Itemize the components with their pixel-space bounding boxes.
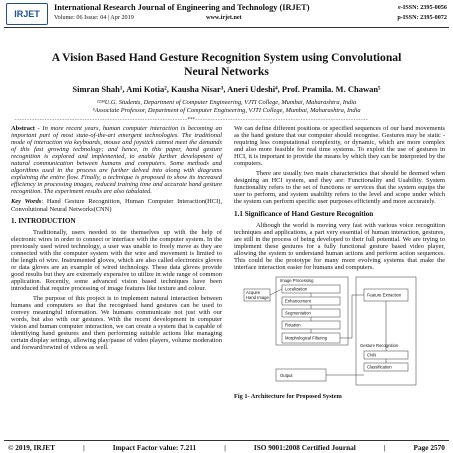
right-paragraph-2: There are usually two main characteristics that should be deemed when designing an HCI system, and they are: Functionality and Usability. System functionality refers to the set of functions or services that the system equips the user to perform, and system usability refers to the level and scope under which the system can perform specific user purposes efficiently and more accurately. (234, 170, 445, 206)
journal-url: www.irjet.net (206, 14, 242, 21)
cnn-label: CNN (367, 352, 377, 358)
e-issn: e-ISSN: 2395-0056 (398, 4, 447, 11)
architecture-diagram (240, 275, 430, 387)
classification-label: Classification (367, 364, 392, 370)
right-column (234, 125, 445, 403)
keywords-text: : Hand Gesture Recognition, Human Computer Interaction(HCI), Convolutional Neural Networks(CNN) (11, 198, 222, 213)
left-column (11, 125, 222, 354)
keywords-label: Key Words (11, 198, 42, 206)
footer-rule (4, 440, 449, 441)
paper-title-line-2: Neural Networks (184, 65, 269, 78)
journal-name: International Research Journal of Engineering and Technology (IRJET) (54, 3, 310, 12)
footer-separator: | (383, 443, 386, 452)
gesture-recognition-label: Gesture Recognition (360, 342, 399, 348)
image-processing-label: Image Processing (280, 277, 314, 283)
significance-paragraph: Although the world is moving very fast with various voice recognition techniques and applications, a part very essential of human interaction, gestures, are still in the process of being developed to their full potential. We are trying to implement these gestures for a fully functional gesture based video player, allowing the system to understand human actions and perform action sequences. This could be the prototype for many more evolving systems that make the interface interaction easier for humans and computers. (234, 221, 445, 271)
introduction-paragraph-1: Traditionally, users needed to tie themselves up with the help of electronic wires in order to connect or interface with the computer system. In the previously used wired technology, a user was unable to freely move as they are connected with the computer system with the wire and movement is limited to the length of wire. Instrumented gloves, which are also called electronics gloves or data gloves are an example of wired technology. These data gloves provide good results but they are extremely expensive to utilize in wide range of common application. Recently, some advanced vision based techniques have been introduced that require processing of image features like texture and colour. (11, 228, 222, 292)
enhancement-label: Enhancement (285, 298, 311, 304)
journal-volume: Volume: 06 Issue: 04 | Apr 2019 (54, 14, 134, 21)
journal-header (4, 2, 449, 26)
footer-copyright: © 2019, IRJET (8, 443, 56, 452)
footer-iso: ISO 9001:2008 Certified Journal (253, 443, 356, 452)
p-issn: p-ISSN: 2395-0072 (397, 14, 447, 21)
affiliation-professor: ⁵Associate Professor, Department of Computer Engineering, VJTI College, Mumbai, Maharashtra, India (92, 107, 361, 114)
right-paragraph-1: We can define different positions or specified sequences of our hand movements as the hand gesture that our computer should recognise. Gestures may be static - requiring less computational complexity, or dynamic, which are more complex and also more feasible for real time systems. To exploit the use of gestures in HCI, it is important to provide the means by which they can be interpreted by the computers. (234, 125, 445, 168)
footer-separator: | (83, 443, 85, 452)
morphological-label: Morphological Filtering (285, 335, 328, 341)
segmentation-label: Segmentation (285, 310, 311, 316)
rotation-label: Rotation (285, 322, 301, 328)
introduction-heading: 1. INTRODUCTION (11, 216, 76, 225)
footer-impact-factor: Impact Factor value: 7.211 (112, 443, 197, 452)
header-rule (4, 27, 449, 28)
footer-page-number: Page 2570 (413, 443, 445, 452)
irjet-logo: IRJET (6, 3, 48, 25)
acquire-label-line-2: Hand Image (246, 294, 269, 300)
feature-extraction-label: Feature Extraction (367, 292, 402, 298)
figure-caption: Fig 1- Architecture for Proposed System (234, 392, 342, 400)
keywords (11, 198, 222, 212)
footer-separator: | (224, 443, 226, 452)
acquire-label-line-1: Acquire (246, 289, 261, 295)
journal-footer (8, 443, 445, 452)
abstract-text: - In more recent years, human computer interaction is becoming an important part of most state-of-the-art emergent technologies. The traditional mode of interaction via keyboards, mouse and joystick cannot meet the demands of this fast growing technology; and hence, in this paper, hand gesture recognition is explored and implemented, to enable further development of natural communication between humans and computers. Some methods and algorithms used in the process are further delved into along with diagrams explaining the entire flow. Finally, a technique is proposed to show its increased efficiency in processing images, reduced training time and accurate hand gesture recognition. The experiment results are also tabulated. (11, 125, 222, 196)
significance-heading: 1.1 Significance of Hand Gesture Recognition (234, 209, 374, 218)
abstract (11, 125, 222, 195)
paper-title-line-1: A Vision Based Hand Gesture Recognition System using Convolutional (51, 51, 402, 64)
section-separator: ---------------------------------------------------------------------***--------------------------------------------------------------------- (14, 117, 368, 123)
introduction-paragraph-2: The purpose of this project is to implement natural interaction between humans and computers so that the recognised hand gestures can be used to convey meaningful information. We humans communicate not just with our words, but also with our gestures. With the recent development in computer vision and human computer interaction, we can create a system that is capable of identifying hand gestures and then performing suitable actions like managing certain display settings, allowing play/pause of video players, volume moderation and forward/rewind of videos as well. (11, 295, 222, 352)
abstract-label: Abstract (11, 125, 35, 132)
architecture-figure (240, 275, 430, 387)
localization-label: Localization (285, 286, 308, 292)
paper-authors: Simran Shah¹, Ami Kotia², Kausha Nisar³, Aneri Udeshi⁴, Prof. Pramila. M. Chawan⁵ (72, 84, 381, 94)
output-label: Output (280, 372, 293, 378)
affiliation-students: ¹²³⁴U.G. Students, Department of Computer Engineering, VJTI College, Mumbai, Maharashtra, India (96, 99, 357, 106)
